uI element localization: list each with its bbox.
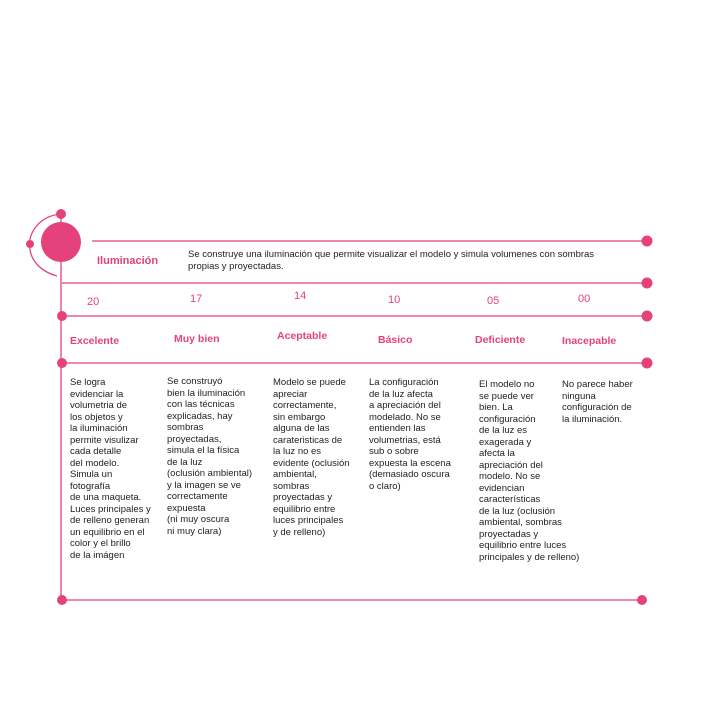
desc-line: afecta la bbox=[479, 448, 515, 459]
desc-basico bbox=[369, 377, 451, 492]
score-deficiente: 05 bbox=[487, 295, 500, 307]
level-muy-bien: Muy bien bbox=[174, 333, 220, 345]
desc-line: la iluminación bbox=[70, 423, 128, 434]
desc-line: Se construyó bbox=[167, 376, 223, 387]
desc-line: Simula un bbox=[70, 469, 113, 480]
desc-line: simula el la física bbox=[167, 445, 240, 456]
desc-line: carateristicas de bbox=[273, 434, 343, 446]
desc-line: y de relleno) bbox=[273, 526, 326, 538]
desc-aceptable bbox=[273, 377, 350, 538]
desc-line: sombras bbox=[167, 422, 204, 433]
desc-line: evidencian bbox=[479, 482, 525, 494]
desc-line: ambiental, sombras bbox=[479, 517, 562, 528]
criterion-description: Se construye una iluminación que permite visualizar el modelo y simula volumenes con sombras propias y proyectadas. bbox=[188, 249, 595, 272]
desc-line: la luz no es bbox=[273, 446, 322, 457]
desc-line: Luces principales y bbox=[70, 503, 151, 515]
desc-line: los objetos y bbox=[70, 411, 123, 423]
desc-line: ninguna bbox=[562, 390, 596, 402]
desc-line: sub o sobre bbox=[369, 446, 419, 457]
level-inacepable: Inacepable bbox=[562, 335, 617, 347]
desc-line: y la imagen se ve bbox=[167, 479, 241, 491]
desc-line: principales y de relleno) bbox=[479, 551, 580, 563]
desc-line: exagerada y bbox=[479, 436, 532, 448]
desc-line: ni muy clara) bbox=[167, 525, 222, 537]
desc-line: apreciación del bbox=[479, 459, 543, 471]
level-basico: Básico bbox=[378, 334, 413, 346]
desc-line: Modelo se puede bbox=[273, 377, 346, 388]
desc-line: la iluminación. bbox=[562, 413, 623, 425]
desc-line: del modelo. bbox=[70, 457, 120, 469]
desc-muy-bien bbox=[167, 376, 252, 537]
desc-line: características bbox=[479, 494, 541, 505]
score-inacepable: 00 bbox=[578, 293, 591, 305]
desc-line: El modelo no bbox=[479, 379, 535, 390]
level-excelente: Excelente bbox=[70, 335, 120, 347]
desc-line: permite visulizar bbox=[70, 434, 139, 446]
desc-line: de relleno generan bbox=[70, 515, 150, 526]
desc-line: con las técnicas bbox=[167, 399, 235, 410]
desc-line: (ni muy oscura bbox=[167, 514, 230, 525]
desc-line: cada detalle bbox=[70, 446, 122, 457]
desc-line: proyectadas y bbox=[273, 492, 333, 503]
desc-line: No parece haber bbox=[562, 379, 633, 390]
desc-line: proyectadas y bbox=[479, 528, 539, 540]
desc-line: un equilibrio en el bbox=[70, 526, 145, 538]
score-aceptable: 14 bbox=[294, 290, 307, 302]
desc-line: explicadas, hay bbox=[167, 410, 233, 422]
desc-line: apreciar bbox=[273, 388, 308, 400]
desc-line: sin embargo bbox=[273, 411, 326, 423]
level-deficiente: Deficiente bbox=[475, 334, 526, 346]
desc-line: La configuración bbox=[369, 377, 439, 388]
desc-line: de la luz es bbox=[479, 425, 528, 436]
score-muy-bien: 17 bbox=[190, 293, 203, 305]
desc-line: de la luz bbox=[167, 456, 203, 468]
desc-line: bien. La bbox=[479, 402, 513, 413]
desc-line: entienden las bbox=[369, 423, 426, 434]
desc-line: correctamente bbox=[167, 491, 228, 502]
desc-excelente bbox=[70, 377, 151, 561]
desc-inacepable bbox=[562, 379, 633, 425]
desc-line: ambiental, bbox=[273, 469, 317, 480]
desc-line: modelo. No se bbox=[479, 471, 541, 482]
desc-line: luces principales bbox=[273, 515, 344, 526]
score-basico: 10 bbox=[388, 294, 401, 306]
desc-line: de la imágen bbox=[70, 549, 125, 561]
desc-line: expuesta la escena bbox=[369, 457, 451, 469]
desc-line: color y el brillo bbox=[70, 538, 131, 549]
desc-line: evidente (oclusión bbox=[273, 457, 350, 469]
desc-line: de una maqueta. bbox=[70, 492, 142, 503]
desc-line: alguna de las bbox=[273, 423, 330, 434]
criterion-title: Iluminación bbox=[97, 255, 159, 267]
desc-line: volumetria de bbox=[70, 400, 128, 411]
desc-line: Se logra bbox=[70, 377, 106, 388]
desc-line: correctamente, bbox=[273, 400, 337, 411]
desc-line: equilibrio entre luces bbox=[479, 540, 567, 551]
desc-line: volumetrias, está bbox=[369, 434, 441, 446]
desc-line: equilibrio entre bbox=[273, 503, 336, 515]
desc-line: bien la iluminación bbox=[167, 387, 246, 399]
desc-line: configuración de bbox=[562, 402, 632, 413]
header-circle-icon bbox=[41, 222, 81, 262]
desc-line: se puede ver bbox=[479, 390, 534, 402]
desc-line: modelado. No se bbox=[369, 411, 441, 423]
score-excelente: 20 bbox=[87, 296, 100, 308]
desc-line: o claro) bbox=[369, 480, 401, 492]
desc-line: de la luz (oclusión bbox=[479, 505, 556, 517]
level-aceptable: Aceptable bbox=[277, 330, 328, 342]
desc-line: a apreciación del bbox=[369, 400, 441, 411]
desc-line: de la luz afecta bbox=[369, 388, 433, 400]
desc-line: configuración bbox=[479, 413, 536, 425]
desc-line: proyectadas, bbox=[167, 433, 222, 445]
desc-line: evidenciar la bbox=[70, 388, 124, 400]
desc-line: sombras bbox=[273, 480, 310, 492]
desc-line: expuesta bbox=[167, 502, 206, 514]
desc-line: (oclusión ambiental) bbox=[167, 468, 253, 479]
desc-line: fotografía bbox=[70, 480, 111, 492]
desc-line: (demasiado oscura bbox=[369, 469, 450, 480]
